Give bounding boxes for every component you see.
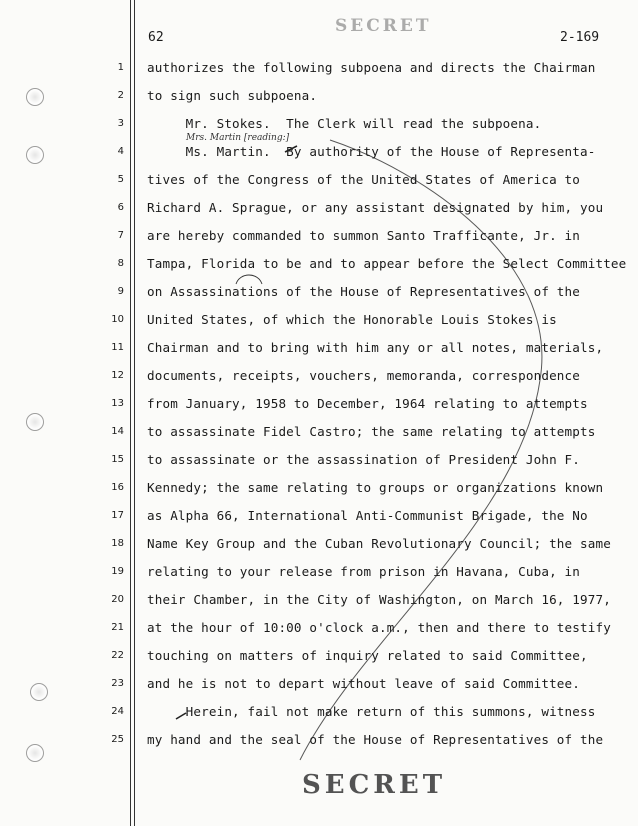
transcript-line: on Assassinations of the House of Representatives of the [147,284,580,299]
transcript-line: Ms. Martin. By authority of the House of Representa- [147,144,596,159]
line-number: 24 [111,706,124,717]
line-number: 1 [117,62,124,73]
transcript-line: from January, 1958 to December, 1964 relating to attempts [147,396,588,411]
line-number: 17 [111,510,124,521]
transcript-line: tives of the Congress of the United States of America to [147,172,580,187]
line-number: 15 [111,454,124,465]
binder-hole-icon [26,413,44,431]
binder-hole-icon [26,744,44,762]
transcript-line: documents, receipts, vouchers, memoranda, correspondence [147,368,580,383]
transcript-line: authorizes the following subpoena and directs the Chairman [147,60,596,75]
line-number: 18 [111,538,124,549]
line-number: 4 [117,146,124,157]
line-number: 11 [111,342,124,353]
transcript-line: United States, of which the Honorable Louis Stokes is [147,312,557,327]
binder-hole-icon [26,146,44,164]
transcript-line: and he is not to depart without leave of said Committee. [147,676,580,691]
transcript-line: Herein, fail not make return of this summons, witness [147,704,596,719]
page-number: 62 [148,30,164,45]
transcript-line: relating to your release from prison in Havana, Cuba, in [147,564,580,579]
line-number: 6 [117,202,124,213]
transcript-line: Richard A. Sprague, or any assistant designated by him, you [147,200,604,215]
transcript-line: their Chamber, in the City of Washington, on March 16, 1977, [147,592,611,607]
binder-hole-icon [26,88,44,106]
transcript-line: are hereby commanded to summon Santo Trafficante, Jr. in [147,228,580,243]
transcript-line: to assassinate Fidel Castro; the same relating to attempts [147,424,596,439]
transcript-line: at the hour of 10:00 o'clock a.m., then and there to testify [147,620,611,635]
line-number: 22 [111,650,124,661]
handwritten-note: Mrs. Martin [reading:] [186,133,290,143]
secret-stamp-top: SECRET [335,16,432,36]
transcript-line: as Alpha 66, International Anti-Communist Brigade, the No [147,508,588,523]
line-number: 13 [111,398,124,409]
line-number: 20 [111,594,124,605]
transcript-line: touching on matters of inquiry related to said Committee, [147,648,588,663]
line-number: 9 [117,286,124,297]
margin-rule-right [134,0,135,826]
transcript-line: Tampa, Florida to be and to appear before the Select Committee [147,256,627,271]
transcript-line: to sign such subpoena. [147,88,318,103]
line-number: 21 [111,622,124,633]
transcript-line: Name Key Group and the Cuban Revolutionary Council; the same [147,536,611,551]
line-number: 14 [111,426,124,437]
line-number: 23 [111,678,124,689]
line-number: 12 [111,370,124,381]
line-number: 5 [117,174,124,185]
transcript-line: Mr. Stokes. The Clerk will read the subpoena. [147,116,542,131]
line-number: 10 [111,314,124,325]
margin-rule-left [130,0,131,826]
transcript-line: to assassinate or the assassination of President John F. [147,452,580,467]
document-number: 2-169 [560,30,600,45]
transcript-line: Kennedy; the same relating to groups or organizations known [147,480,604,495]
secret-stamp-bottom: SECRET [302,770,447,800]
transcript-line: Chairman and to bring with him any or all notes, materials, [147,340,604,355]
line-number: 2 [117,90,124,101]
line-number: 7 [117,230,124,241]
line-number: 25 [111,734,124,745]
binder-hole-icon [30,683,48,701]
line-number: 8 [117,258,124,269]
line-number: 19 [111,566,124,577]
line-number: 3 [117,118,124,129]
line-number: 16 [111,482,124,493]
transcript-line: my hand and the seal of the House of Representatives of the [147,732,604,747]
